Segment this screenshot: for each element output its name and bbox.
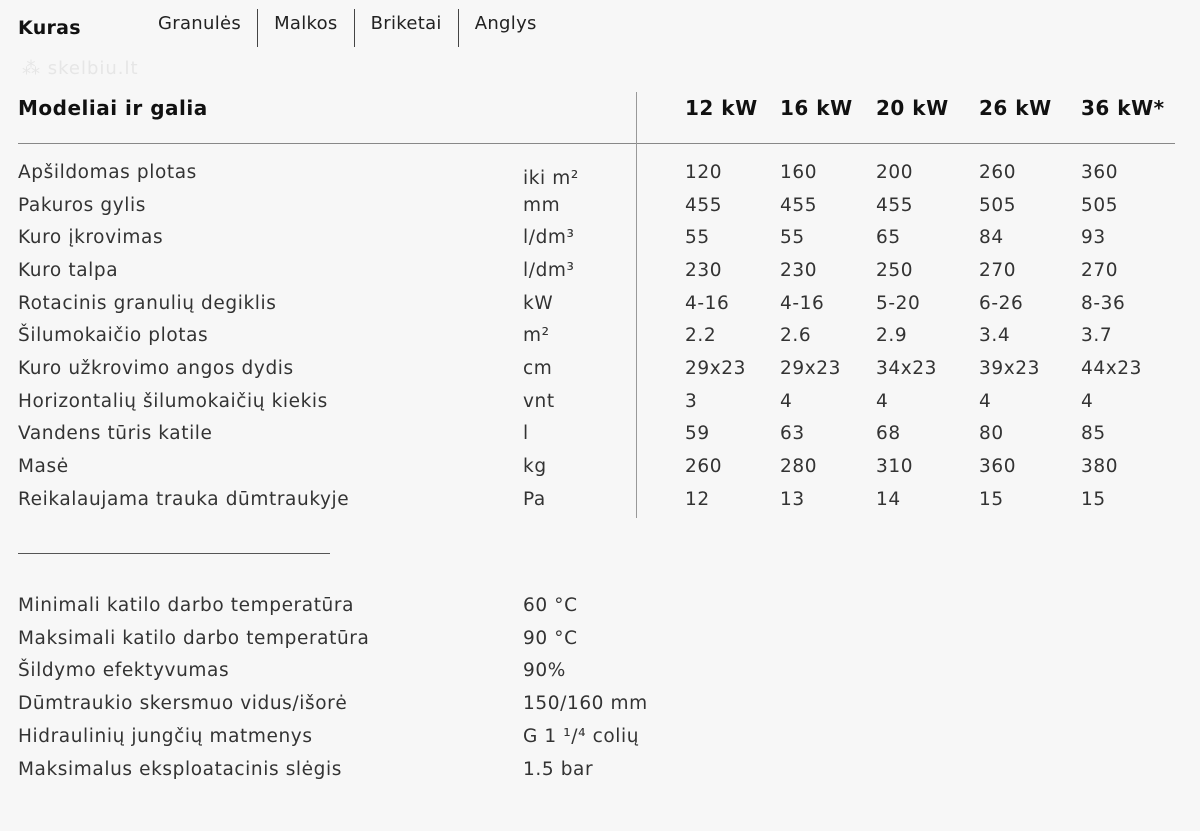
row-label: Apšildomas plotas xyxy=(18,162,197,183)
row-unit: vnt xyxy=(523,391,555,412)
watermark-icon: ⁂ xyxy=(22,58,41,79)
spec-value: 60 °C xyxy=(523,595,578,616)
spec-label: Hidraulinių jungčių matmenys xyxy=(18,726,313,747)
row-value: 4 xyxy=(979,391,992,412)
row-value: 93 xyxy=(1081,227,1106,248)
row-value: 85 xyxy=(1081,423,1106,444)
row-label: Šilumokaičio plotas xyxy=(18,325,209,346)
row-value: 5-20 xyxy=(876,293,921,314)
row-value: 455 xyxy=(876,195,914,216)
row-value: 2.9 xyxy=(876,325,908,346)
row-label: Kuro įkrovimas xyxy=(18,227,164,248)
fuel-tab-anglys[interactable]: Anglys xyxy=(458,9,553,47)
row-value: 14 xyxy=(876,489,901,510)
row-unit: l xyxy=(523,423,529,444)
spec-label: Maksimalus eksploatacinis slėgis xyxy=(18,759,342,780)
row-value: 4-16 xyxy=(780,293,825,314)
row-value: 80 xyxy=(979,423,1004,444)
model-header: 36 kW* xyxy=(1081,96,1165,120)
row-value: 6-26 xyxy=(979,293,1024,314)
row-value: 2.2 xyxy=(685,325,717,346)
spec-label: Minimali katilo darbo temperatūra xyxy=(18,595,355,616)
row-value: 260 xyxy=(979,162,1017,183)
row-value: 29x23 xyxy=(780,358,842,379)
spec-label: Maksimali katilo darbo temperatūra xyxy=(18,628,370,649)
fuel-tab-briketai[interactable]: Briketai xyxy=(354,9,458,47)
row-value: 260 xyxy=(685,456,723,477)
model-header: 16 kW xyxy=(780,96,853,120)
row-value: 505 xyxy=(979,195,1017,216)
header-divider xyxy=(18,143,1175,144)
row-value: 380 xyxy=(1081,456,1119,477)
row-value: 84 xyxy=(979,227,1004,248)
row-label: Reikalaujama trauka dūmtraukyje xyxy=(18,489,350,510)
fuel-title: Kuras xyxy=(18,17,81,39)
row-value: 4-16 xyxy=(685,293,730,314)
row-value: 3.4 xyxy=(979,325,1011,346)
section-divider xyxy=(18,553,330,554)
row-value: 29x23 xyxy=(685,358,747,379)
row-value: 55 xyxy=(780,227,805,248)
spec-value: 1.5 bar xyxy=(523,759,594,780)
spec-value: 90% xyxy=(523,660,566,681)
watermark-text: skelbiu.lt xyxy=(47,58,139,79)
row-value: 4 xyxy=(780,391,793,412)
row-value: 200 xyxy=(876,162,914,183)
row-unit: Pa xyxy=(523,489,546,510)
row-unit: iki m² xyxy=(523,168,579,189)
fuel-tab-malkos[interactable]: Malkos xyxy=(257,9,354,47)
row-value: 55 xyxy=(685,227,710,248)
row-value: 34x23 xyxy=(876,358,938,379)
row-unit: l/dm³ xyxy=(523,260,575,281)
row-value: 310 xyxy=(876,456,914,477)
column-divider xyxy=(636,92,637,518)
row-value: 455 xyxy=(780,195,818,216)
row-unit: kg xyxy=(523,456,547,477)
row-label: Horizontalių šilumokaičių kiekis xyxy=(18,391,328,412)
spec-label: Dūmtraukio skersmuo vidus/išorė xyxy=(18,693,348,714)
row-value: 59 xyxy=(685,423,710,444)
row-value: 68 xyxy=(876,423,901,444)
row-value: 39x23 xyxy=(979,358,1041,379)
row-unit: l/dm³ xyxy=(523,227,575,248)
row-value: 12 xyxy=(685,489,710,510)
row-value: 3 xyxy=(685,391,698,412)
model-header: 26 kW xyxy=(979,96,1052,120)
row-label: Pakuros gylis xyxy=(18,195,146,216)
row-value: 63 xyxy=(780,423,805,444)
row-value: 4 xyxy=(876,391,889,412)
row-value: 230 xyxy=(685,260,723,281)
model-header: 12 kW xyxy=(685,96,758,120)
row-value: 280 xyxy=(780,456,818,477)
row-value: 505 xyxy=(1081,195,1119,216)
row-label: Vandens tūris katile xyxy=(18,423,213,444)
row-value: 65 xyxy=(876,227,901,248)
table-header-label: Modeliai ir galia xyxy=(18,96,208,120)
row-value: 2.6 xyxy=(780,325,812,346)
row-value: 270 xyxy=(1081,260,1119,281)
row-value: 8-36 xyxy=(1081,293,1126,314)
row-label: Rotacinis granulių degiklis xyxy=(18,293,277,314)
row-value: 455 xyxy=(685,195,723,216)
row-value: 3.7 xyxy=(1081,325,1113,346)
row-unit: m² xyxy=(523,325,550,346)
row-label: Masė xyxy=(18,456,69,477)
spec-value: G 1 ¹/⁴ colių xyxy=(523,726,640,747)
row-value: 120 xyxy=(685,162,723,183)
row-value: 230 xyxy=(780,260,818,281)
row-value: 250 xyxy=(876,260,914,281)
row-value: 15 xyxy=(979,489,1004,510)
row-unit: kW xyxy=(523,293,554,314)
row-value: 360 xyxy=(1081,162,1119,183)
row-label: Kuro talpa xyxy=(18,260,119,281)
row-value: 15 xyxy=(1081,489,1106,510)
row-value: 360 xyxy=(979,456,1017,477)
fuel-tab-granules[interactable]: Granulės xyxy=(158,13,242,34)
row-value: 160 xyxy=(780,162,818,183)
row-value: 13 xyxy=(780,489,805,510)
spec-value: 90 °C xyxy=(523,628,578,649)
spec-value: 150/160 mm xyxy=(523,693,648,714)
row-value: 44x23 xyxy=(1081,358,1143,379)
row-unit: cm xyxy=(523,358,553,379)
row-unit: mm xyxy=(523,195,561,216)
watermark xyxy=(22,58,139,79)
spec-label: Šildymo efektyvumas xyxy=(18,660,230,681)
row-value: 4 xyxy=(1081,391,1094,412)
fuel-selector xyxy=(18,10,553,46)
row-label: Kuro užkrovimo angos dydis xyxy=(18,358,294,379)
model-header: 20 kW xyxy=(876,96,949,120)
row-value: 270 xyxy=(979,260,1017,281)
